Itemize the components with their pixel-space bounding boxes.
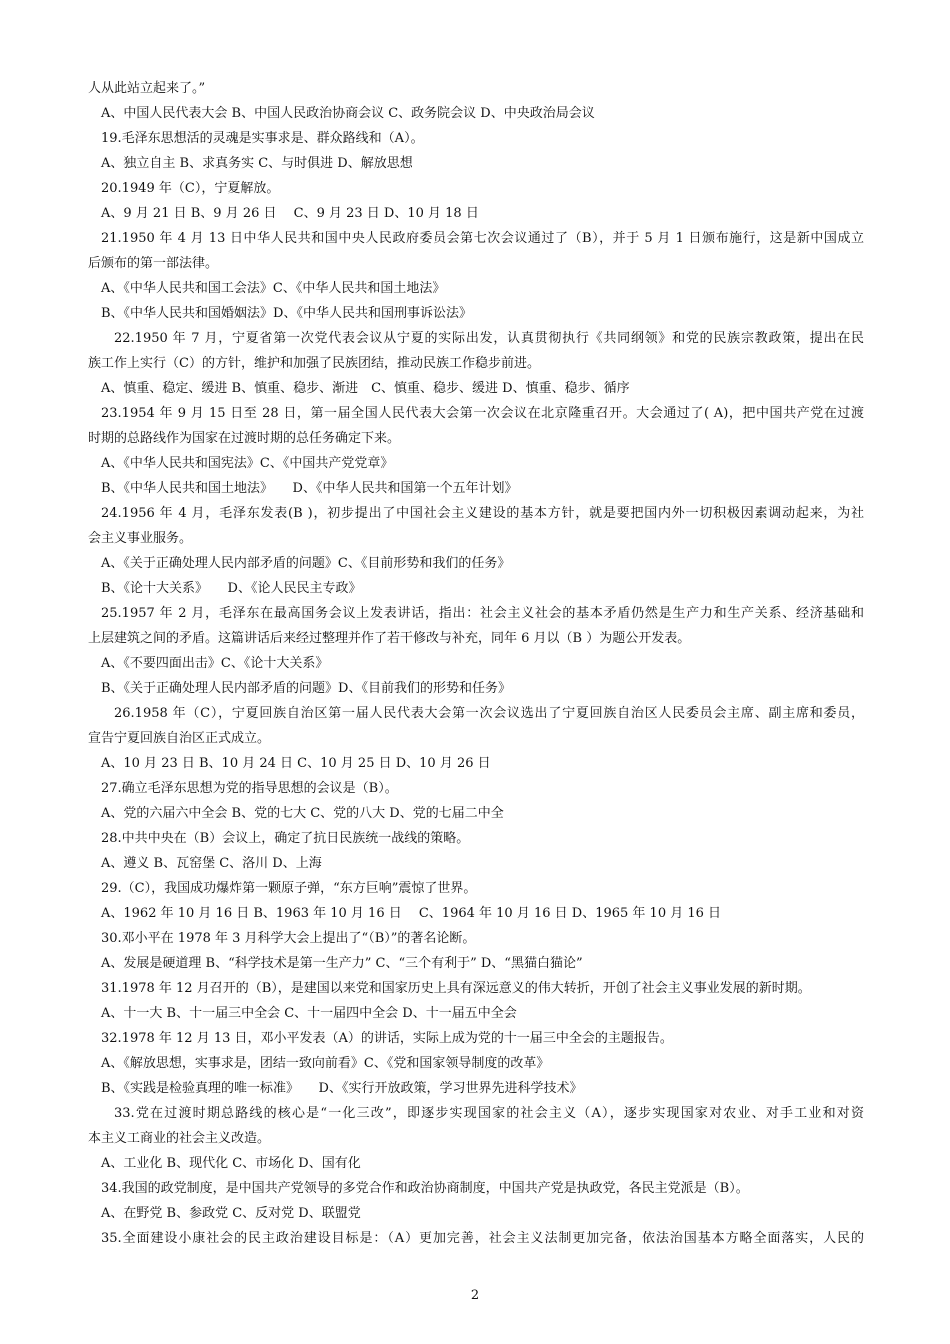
answer-options: B、《中华人民共和国婚姻法》D、《中华人民共和国刑事诉讼法》 bbox=[101, 306, 472, 321]
question-22: 22.1950 年 7 月，宁夏省第一次党代表会议从宁夏的实际出发，认真贯彻执行《共同纲领》和党的民族宗教政策，提出在民 bbox=[114, 331, 864, 346]
text-line: 宣告宁夏回族自治区正式成立。 bbox=[88, 731, 271, 746]
question-19: 19.毛泽东思想活的灵魂是实事求是、群众路线和（A）。 bbox=[101, 131, 424, 146]
answer-options: A、遵义 B、瓦窑堡 C、洛川 D、上海 bbox=[101, 856, 322, 871]
answer-options: B、《实践是检验真理的唯一标准》 D、《实行开放政策，学习世界先进科学技术》 bbox=[101, 1081, 583, 1096]
question-31: 31.1978 年 12 月召开的（B），是建国以来党和国家历史上具有深远意义的伟大转折，开创了社会主义事业发展的新时期。 bbox=[101, 981, 811, 996]
answer-options: A、工业化 B、现代化 C、市场化 D、国有化 bbox=[101, 1156, 361, 1171]
answer-options: A、中国人民代表大会 B、中国人民政治协商会议 C、政务院会议 D、中央政治局会议 bbox=[101, 106, 595, 121]
text-line: 本主义工商业的社会主义改造。 bbox=[88, 1131, 271, 1146]
text-line: 人从此站立起来了。” bbox=[88, 81, 206, 96]
question-30: 30.邓小平在 1978 年 3 月科学大会上提出了“（B）”的著名论断。 bbox=[101, 931, 476, 946]
question-21: 21.1950 年 4 月 13 日中华人民共和国中央人民政府委员会第七次会议通过了（B），并于 5 月 1 日颁布施行，这是新中国成立 bbox=[101, 231, 864, 246]
answer-options: A、《中华人民共和国工会法》C、《中华人民共和国土地法》 bbox=[101, 281, 446, 296]
answer-options: A、在野党 B、参政党 C、反对党 D、联盟党 bbox=[101, 1206, 361, 1221]
question-20: 20.1949 年（C），宁夏解放。 bbox=[101, 181, 280, 196]
question-23: 23.1954 年 9 月 15 日至 28 日，第一届全国人民代表大会第一次会议在北京隆重召开。大会通过了( A)，把中国共产党在过渡 bbox=[101, 406, 864, 421]
question-26: 26.1958 年（C），宁夏回族自治区第一届人民代表大会第一次会议选出了宁夏回族自治区人民委员会主席、副主席和委员， bbox=[114, 706, 864, 721]
question-29: 29.（C），我国成功爆炸第一颗原子弹，“东方巨响”震惊了世界。 bbox=[101, 881, 477, 896]
answer-options: A、1962 年 10 月 16 日 B、1963 年 10 月 16 日 C、1964 年 10 月 16 日 D、1965 年 10 月 16 日 bbox=[101, 906, 722, 921]
answer-options: A、《不要四面出击》C、《论十大关系》 bbox=[101, 656, 329, 671]
text-line: 会主义事业服务。 bbox=[88, 531, 193, 546]
question-35: 35.全面建设小康社会的民主政治建设目标是：（A）更加完善，社会主义法制更加完备，依法治国基本方略全面落实，人民的 bbox=[101, 1231, 864, 1246]
answer-options: A、《中华人民共和国宪法》C、《中国共产党党章》 bbox=[101, 456, 394, 471]
question-27: 27.确立毛泽东思想为党的指导思想的会议是（B）。 bbox=[101, 781, 398, 796]
page-body bbox=[88, 76, 864, 1251]
answer-options: B、《关于正确处理人民内部矛盾的问题》D、《目前我们的形势和任务》 bbox=[101, 681, 511, 696]
answer-options: B、《论十大关系》 D、《论人民民主专政》 bbox=[101, 581, 362, 596]
answer-options: A、十一大 B、十一届三中全会 C、十一届四中全会 D、十一届五中全会 bbox=[101, 1006, 517, 1021]
question-34: 34.我国的政党制度，是中国共产党领导的多党合作和政治协商制度，中国共产党是执政党，各民主党派是（B）。 bbox=[101, 1181, 749, 1196]
text-line: 时期的总路线作为国家在过渡时期的总任务确定下来。 bbox=[88, 431, 401, 446]
answer-options: A、10 月 23 日 B、10 月 24 日 C、10 月 25 日 D、10 月 26 日 bbox=[101, 756, 491, 771]
answer-options: A、独立自主 B、求真务实 C、与时俱进 D、解放思想 bbox=[101, 156, 413, 171]
answer-options: A、《解放思想，实事求是，团结一致向前看》C、《党和国家领导制度的改革》 bbox=[101, 1056, 550, 1071]
answer-options: A、发展是硬道理 B、“科学技术是第一生产力” C、“三个有利于” D、“黑猫白猫论” bbox=[101, 956, 583, 971]
answer-options: A、慎重、稳定、缓进 B、慎重、稳步、渐进 C、慎重、稳步、缓进 D、慎重、稳步、循序 bbox=[101, 381, 630, 396]
text-line: 族工作上实行（C）的方针，维护和加强了民族团结，推动民族工作稳步前进。 bbox=[88, 356, 540, 371]
answer-options: B、《中华人民共和国土地法》 D、《中华人民共和国第一个五年计划》 bbox=[101, 481, 518, 496]
text-line: 后颁布的第一部法律。 bbox=[88, 256, 219, 271]
answer-options: A、《关于正确处理人民内部矛盾的问题》C、《目前形势和我们的任务》 bbox=[101, 556, 511, 571]
page-number: 2 bbox=[470, 1288, 480, 1303]
answer-options: A、9 月 21 日 B、9 月 26 日 C、9 月 23 日 D、10 月 18 日 bbox=[101, 206, 479, 221]
question-24: 24.1956 年 4 月，毛泽东发表(B )，初步提出了中国社会主义建设的基本方针，就是要把国内外一切积极因素调动起来，为社 bbox=[101, 506, 864, 521]
question-25: 25.1957 年 2 月，毛泽东在最高国务会议上发表讲话，指出：社会主义社会的基本矛盾仍然是生产力和生产关系、经济基础和 bbox=[101, 606, 864, 621]
question-32: 32.1978 年 12 月 13 日，邓小平发表（A）的讲话，实际上成为党的十一届三中全会的主题报告。 bbox=[101, 1031, 673, 1046]
question-28: 28.中共中央在（B）会议上，确定了抗日民族统一战线的策略。 bbox=[101, 831, 470, 846]
text-line: 上层建筑之间的矛盾。这篇讲话后来经过整理并作了若干修改与补充，同年 6 月以（B ）为题公开发表。 bbox=[88, 631, 691, 646]
question-33: 33.党在过渡时期总路线的核心是“一化三改”，即逐步实现国家的社会主义（A），逐步实现国家对农业、对手工业和对资 bbox=[114, 1106, 864, 1121]
answer-options: A、党的六届六中全会 B、党的七大 C、党的八大 D、党的七届二中全 bbox=[101, 806, 504, 821]
